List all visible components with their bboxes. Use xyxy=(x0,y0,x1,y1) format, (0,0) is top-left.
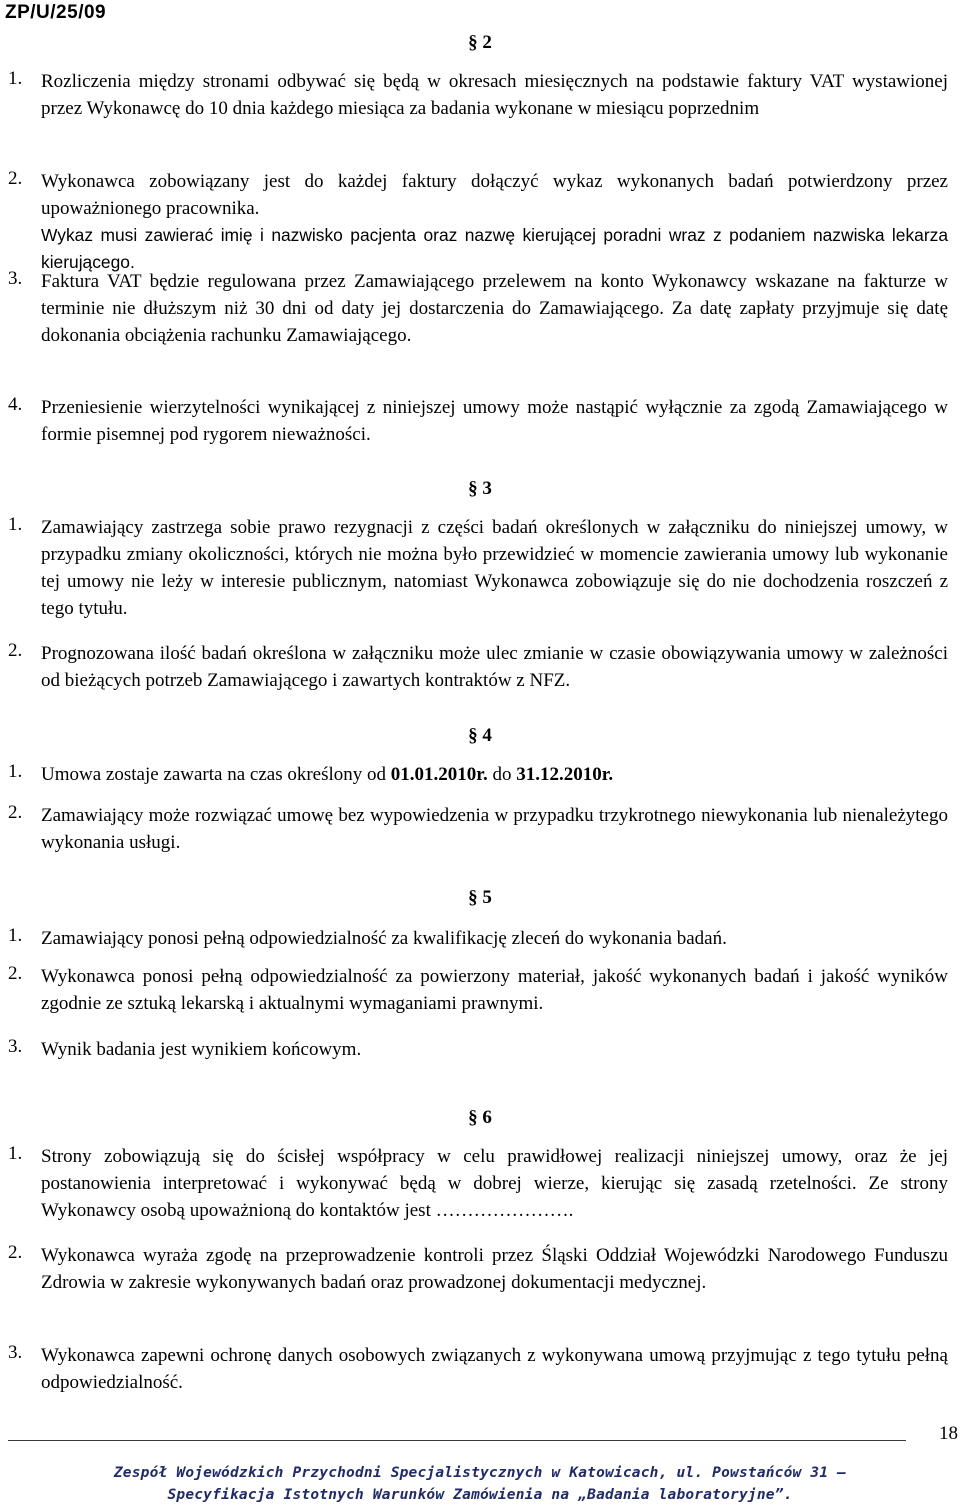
clause-number: 2. xyxy=(8,168,23,189)
clause-item xyxy=(0,640,948,694)
clause-item xyxy=(0,925,948,952)
clause-item xyxy=(0,1143,948,1224)
clause-item xyxy=(0,168,948,222)
date-from: 01.01.2010r. xyxy=(390,764,488,785)
section-heading: § 2 xyxy=(468,32,492,53)
clause-number: 3. xyxy=(8,268,23,289)
clause-item xyxy=(0,1342,948,1396)
clause-text: Wykaz musi zawierać imię i nazwisko pacjenta oraz nazwę kierującej poradni wraz z podaniem nazwiska lekarza kierującego. xyxy=(41,225,948,272)
section-heading: § 6 xyxy=(468,1107,492,1128)
clause-item xyxy=(0,1242,948,1296)
clause-text: Wykonawca zobowiązany jest do każdej faktury dołączyć wykaz wykonanych badań potwierdzony przez upoważnionego pracownika. xyxy=(41,171,948,219)
date-to: 31.12.2010r. xyxy=(516,764,614,785)
clause-number: 2. xyxy=(8,640,23,661)
clause-item xyxy=(0,394,948,448)
clause-item xyxy=(0,963,948,1017)
clause-item xyxy=(0,268,948,349)
clause-item xyxy=(0,68,948,122)
clause-text: Zamawiający zastrzega sobie prawo rezygnacji z części badań określonych w załączniku do niniejszej umowy, w przypadku zmiany okoliczności, których nie można było przewidzieć w momencie zawierania umowy lub wykonanie tej umowy nie leży w interesie publicznym, natomiast Wykonawca zobowiązuje się do nie dochodzenia roszczeń z tego tytułu. xyxy=(41,517,948,619)
clause-number: 1. xyxy=(8,1143,23,1164)
clause-item xyxy=(0,802,948,856)
clause-number: 1. xyxy=(8,925,23,946)
footer-line-1: Zespół Wojewódzkich Przychodni Specjalistycznych w Katowicach, ul. Powstańców 31 – xyxy=(113,1465,847,1481)
clause-number: 1. xyxy=(8,68,23,89)
clause-number: 1. xyxy=(8,761,23,782)
section-heading: § 3 xyxy=(468,478,492,499)
clause-text: Prognozowana ilość badań określona w załączniku może ulec zmianie w czasie obowiązywania umowy w zależności od bieżących potrzeb Zamawiającego i zawartych kontraktów z NFZ. xyxy=(41,643,948,691)
clause-number: 2. xyxy=(8,802,23,823)
section-heading: § 5 xyxy=(468,887,492,908)
footer-divider xyxy=(8,1440,906,1441)
clause-number: 4. xyxy=(8,394,23,415)
clause-text: Rozliczenia między stronami odbywać się będą w okresach miesięcznych na podstawie faktury VAT wystawionej przez Wykonawcę do 10 dnia każdego miesiąca za badania wykonane w miesiącu poprzednim xyxy=(41,71,948,119)
section-heading: § 4 xyxy=(468,725,492,746)
clause-number: 1. xyxy=(8,514,23,535)
clause-number: 3. xyxy=(8,1342,23,1363)
clause-text: Umowa zostaje zawarta na czas określony od 01.01.2010r. do 31.12.2010r. xyxy=(41,764,614,785)
clause-text: Zamawiający ponosi pełną odpowiedzialność za kwalifikację zleceń do wykonania badań. xyxy=(41,928,727,949)
clause-text: Strony zobowiązują się do ścisłej współpracy w celu prawidłowej realizacji niniejszej umowy, oraz że jej postanowienia interpretować i wykonywać będą w dobrej wierze, kierując się zasadą rzetelności. Ze strony Wykonawcy osobą upoważnioną do kontaktów jest …………………. xyxy=(41,1146,948,1221)
clause-text: Wykonawca zapewni ochronę danych osobowych związanych z wykonywana umową przyjmując z tego tytułu pełną odpowiedzialność. xyxy=(41,1345,948,1393)
clause-item xyxy=(0,1036,948,1063)
clause-text: Wynik badania jest wynikiem końcowym. xyxy=(41,1039,362,1060)
clause-text: Wykonawca wyraża zgodę na przeprowadzenie kontroli przez Śląski Oddział Wojewódzki Narodowego Funduszu Zdrowia w zakresie wykonywanych badań oraz prowadzonej dokumentacji medycznej. xyxy=(41,1245,948,1293)
clause-number: 2. xyxy=(8,963,23,984)
page-number: 18 xyxy=(939,1423,958,1444)
clause-text: Przeniesienie wierzytelności wynikającej z niniejszej umowy może nastąpić wyłącznie za zgodą Zamawiającego w formie pisemnej pod rygorem nieważności. xyxy=(41,397,948,445)
clause-item xyxy=(0,761,948,788)
document-code: ZP/U/25/09 xyxy=(5,2,107,23)
clause-number: 2. xyxy=(8,1242,23,1263)
clause-item xyxy=(0,514,948,622)
clause-text: Wykonawca ponosi pełną odpowiedzialność za powierzony materiał, jakość wykonanych badań i jakość wyników zgodnie ze sztuką lekarską i aktualnymi wymaganiami prawnymi. xyxy=(41,966,948,1014)
footer-line-2: Specyfikacja Istotnych Warunków Zamówienia na „Badania laboratoryjne”. xyxy=(167,1487,793,1503)
clause-number: 3. xyxy=(8,1036,23,1057)
clause-text: Zamawiający może rozwiązać umowę bez wypowiedzenia w przypadku trzykrotnego niewykonania lub nienależytego wykonania usługi. xyxy=(41,805,948,853)
clause-text: Faktura VAT będzie regulowana przez Zamawiającego przelewem na konto Wykonawcy wskazane na fakturze w terminie nie dłuższym niż 30 dni od daty jej dostarczenia do Zamawiającego. Za datę zapłaty przyjmuje się datę dokonania obciążenia rachunku Zamawiającego. xyxy=(41,271,948,346)
